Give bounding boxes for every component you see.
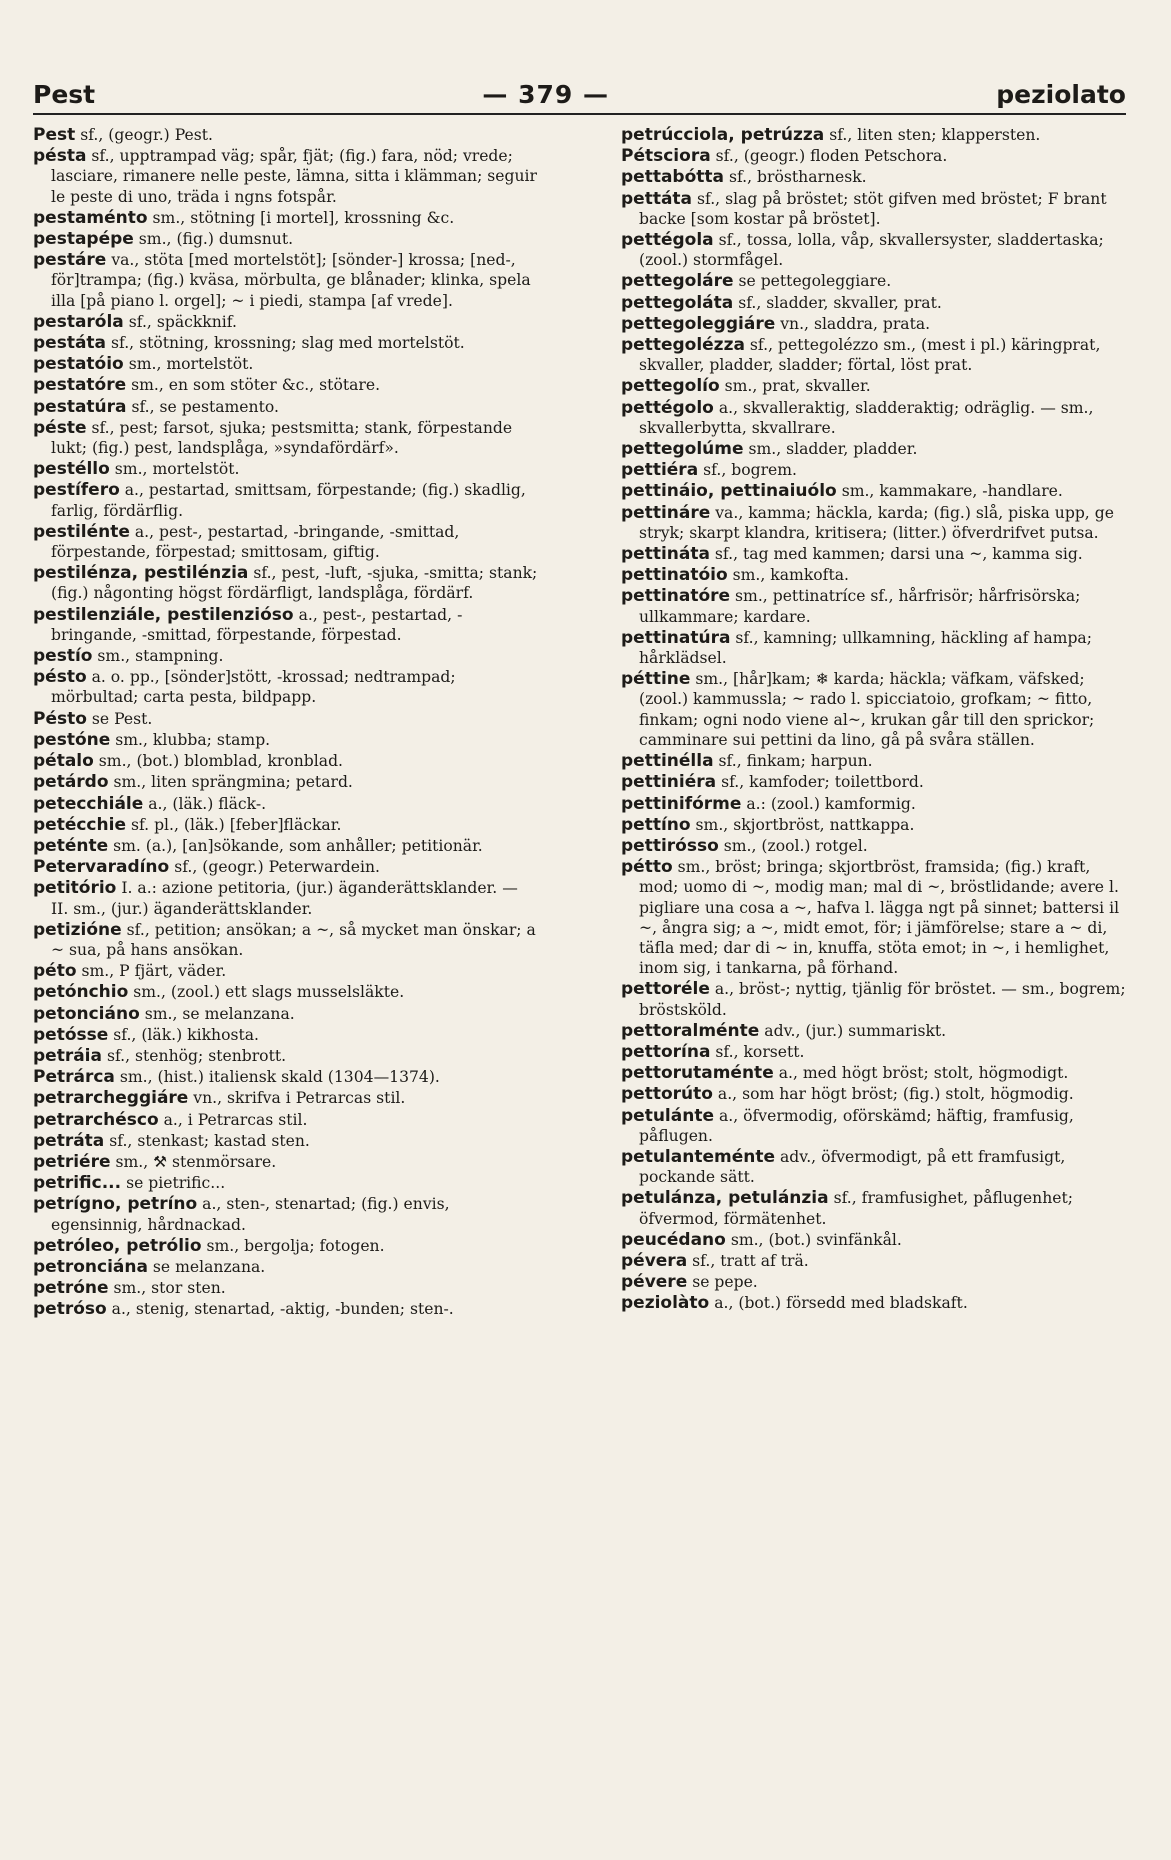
definition: sm., stötning [i mortel], krossning &c.: [152, 208, 455, 227]
dictionary-entry: [621, 815, 1126, 835]
headword: pettinatóre: [621, 586, 731, 607]
headword: pettegoleggiáre: [621, 313, 776, 334]
headword: pettiéra: [621, 460, 699, 481]
left-column: [33, 125, 538, 1321]
definition: sm., mortelstöt.: [128, 355, 254, 374]
definition: va., stöta [med mortelstöt]; [sönder-] krossa; [ned-, för]trampa; (fig.) kväsa, mörbulta, ge blånader; klinka, spela illa [på piano l. orgel]; ~ i piedi, stampa [af vrede].: [51, 251, 531, 310]
definition: sm., se melanzana.: [144, 1004, 295, 1023]
definition: I. a.: azione petitoria, (jur.) äganderättsklander. — II. sm., (jur.) äganderättsklander.: [51, 879, 518, 918]
headword: pettirósso: [621, 835, 719, 856]
definition: sm., (bot.) svinfänkål.: [730, 1230, 902, 1249]
headword: pettégolo: [621, 397, 714, 418]
dictionary-entry: [621, 481, 1126, 501]
dictionary-entry: [621, 1021, 1126, 1041]
dictionary-entry: [33, 709, 538, 729]
headword: pettináta: [621, 544, 710, 565]
dictionary-entry: [621, 1147, 1126, 1187]
dictionary-entry: [33, 920, 538, 960]
definition: se pettegoleggiare.: [738, 272, 892, 291]
definition: sf., späckknif.: [128, 312, 237, 331]
dictionary-entry: [33, 815, 538, 835]
definition: sm., bergolja; fotogen.: [206, 1236, 385, 1255]
header-right-word: peziolato: [996, 80, 1126, 109]
headword: petrific...: [33, 1173, 122, 1194]
definition: sm., en som stöter &c., stötare.: [131, 376, 381, 395]
definition: sf., tratt af trä.: [692, 1251, 809, 1270]
definition: sf., pest; farsot, sjuka; pestsmitta; stank, förpestande lukt; (fig.) pest, landsplåga, »syndafördärf».: [51, 418, 513, 458]
dictionary-entry: [33, 836, 538, 856]
definition: sf., upptrampad väg; spår, fjät; (fig.) fara, nöd; vrede; lasciare, rimanere nelle peste, lämna, sitta i klämman; seguir le peste di uno, träda i ngns fotspår.: [51, 147, 537, 206]
headword: pettinifórme: [621, 793, 742, 814]
dictionary-entry: [33, 522, 538, 562]
definition: sf., framfusighet, påflugenhet; öfvermod, förmätenhet.: [639, 1189, 1073, 1228]
definition: se melanzana.: [152, 1257, 266, 1276]
dictionary-entry: [621, 1272, 1126, 1292]
definition: sf., pettegolézzo sm., (mest i pl.) käringprat, skvaller, pladder, sladder; förtal, löst prat.: [639, 336, 1101, 375]
definition: sf., kamning; ullkamning, häckling af hampa; hårklädsel.: [639, 628, 1092, 668]
headword: petriére: [33, 1151, 111, 1172]
headword: pévera: [621, 1250, 688, 1271]
headword: pettorína: [621, 1041, 711, 1062]
dictionary-entry: [621, 1063, 1126, 1083]
headword: Petervaradíno: [33, 857, 170, 878]
dictionary-entry: [621, 1188, 1126, 1228]
dictionary-entry: [621, 460, 1126, 480]
dictionary-entry: [33, 1110, 538, 1130]
dictionary-entry: [33, 563, 538, 603]
dictionary-entry: [33, 480, 538, 520]
definition: sm., [hår]kam; ❄ karda; häckla; väfkam, väfsked; (zool.) kammussla; ~ rado l. spicciatoio, grofkam; ~ fitto, finkam; ogni nodo viene al~, krukan går till den sprickor; camminare sui pettini da lino, gå på svåra ställen.: [639, 670, 1095, 749]
dictionary-entry: [33, 751, 538, 771]
definition: sf., sladder, skvaller, prat.: [738, 293, 942, 312]
dictionary-entry: [621, 772, 1126, 792]
definition: adv., öfvermodigt, på ett framfusigt, pockande sätt.: [639, 1147, 1066, 1187]
header-rule: [33, 113, 1126, 115]
dictionary-entry: [621, 146, 1126, 166]
page-number: — 379 —: [482, 80, 609, 109]
dictionary-entry: [33, 1152, 538, 1172]
headword: petrígno, petríno: [33, 1194, 198, 1215]
dictionary-entry: [33, 1067, 538, 1087]
dictionary-entry: [33, 605, 538, 645]
dictionary-entry: [33, 250, 538, 311]
headword: pestilénte: [33, 521, 130, 542]
definition: sm., kamkofta.: [732, 566, 849, 585]
definition: a., stenig, stenartad, -aktig, -bunden; sten-.: [111, 1300, 454, 1319]
headword: Pest: [33, 125, 76, 145]
dictionary-entry: [621, 230, 1126, 270]
headword: petizióne: [33, 919, 122, 940]
headword: pestáre: [33, 250, 107, 271]
dictionary-entry: [621, 1084, 1126, 1104]
dictionary-entry: [621, 376, 1126, 396]
dictionary-entry: [621, 751, 1126, 771]
headword: pettabótta: [621, 167, 724, 188]
dictionary-entry: [621, 335, 1126, 375]
headword: pettorúto: [621, 1084, 713, 1105]
headword: petulánza, petulánzia: [621, 1188, 829, 1209]
headword: pettegolío: [621, 376, 720, 397]
headword: pettegolézza: [621, 335, 745, 356]
dictionary-entry: [33, 418, 538, 458]
definition: sf., pest, -luft, -sjuka, -smitta; stank; (fig.) någonting högst fördärfligt, landsplåga, fördärf.: [51, 564, 538, 603]
definition: sm., prat, skvaller.: [724, 377, 871, 396]
headword: pestífero: [33, 480, 120, 501]
dictionary-entry: [621, 544, 1126, 564]
dictionary-entry: [33, 1278, 538, 1298]
headword: pettegoláre: [621, 271, 734, 292]
headword: petrarchésco: [33, 1109, 159, 1130]
definition: a. o. pp., [sönder]stött, -krossad; nedtrampad; mörbultad; carta pesta, bildpapp.: [51, 668, 456, 707]
right-column: [621, 125, 1126, 1321]
definition: sf., tossa, lolla, våp, skvallersyster, sladdertaska; (zool.) stormfågel.: [639, 231, 1104, 270]
dictionary-entry: [33, 125, 538, 145]
definition: sm., stampning.: [97, 647, 224, 666]
headword: petecchiále: [33, 793, 144, 814]
headword: pétalo: [33, 751, 94, 772]
dictionary-entry: [33, 1131, 538, 1151]
definition: sf., (geogr.) floden Petschora.: [715, 147, 948, 166]
dictionary-entry: [621, 189, 1126, 229]
definition: sm. (a.), [an]sökande, som anhåller; petitionär.: [113, 836, 483, 855]
headword: petróso: [33, 1299, 107, 1320]
headword: pestatóre: [33, 375, 127, 396]
headword: pettíno: [621, 814, 691, 835]
dictionary-entry: [33, 1025, 538, 1045]
definition: a., sten-, stenartad; (fig.) envis, egensinnig, hårdnackad.: [51, 1195, 450, 1234]
dictionary-entry: [33, 375, 538, 395]
definition: a., öfvermodig, oförskämd; häftig, framfusig, påflugen.: [639, 1106, 1074, 1145]
headword: petronciána: [33, 1256, 148, 1277]
dictionary-entry: [33, 1194, 538, 1234]
headword: péttine: [621, 669, 691, 690]
definition: sf., se pestamento.: [131, 397, 279, 416]
dictionary-entry: [33, 857, 538, 877]
columns: [33, 125, 1126, 1321]
definition: a., bröst-; nyttig, tjänlig för bröstet. — sm., bogrem; bröstsköld.: [639, 980, 1126, 1019]
definition: sm., (bot.) blomblad, kronblad.: [98, 752, 344, 771]
definition: a., skvalleraktig, sladderaktig; odräglig. — sm., skvallerbytta, skvallrare.: [639, 398, 1094, 437]
definition: sf., bogrem.: [703, 461, 798, 480]
definition: sm., skjortbröst, nattkappa.: [695, 815, 915, 834]
definition: sm., stor sten.: [113, 1279, 226, 1298]
definition: sm., (zool.) rotgel.: [723, 836, 868, 855]
headword: peténte: [33, 835, 109, 856]
dictionary-entry: [621, 794, 1126, 814]
definition: sm., P fjärt, väder.: [81, 962, 227, 981]
definition: sm., mortelstöt.: [114, 460, 240, 479]
headword: petitório: [33, 878, 117, 899]
definition: a., i Petrarcas stil.: [163, 1110, 308, 1129]
definition: a., pestartad, smittsam, förpestande; (fig.) skadlig, farlig, fördärflig.: [51, 481, 526, 520]
headword: pettégola: [621, 230, 714, 251]
headword: pésto: [33, 667, 87, 688]
headword: petróne: [33, 1278, 109, 1299]
headword: pettinatóio: [621, 565, 728, 586]
definition: vn., skrifva i Petrarcas stil.: [193, 1089, 406, 1108]
definition: adv., (jur.) summariskt.: [764, 1021, 947, 1040]
dictionary-entry: [33, 229, 538, 249]
headword: pettinélla: [621, 751, 714, 772]
headword: petonciáno: [33, 1003, 140, 1024]
dictionary-entry: [621, 439, 1126, 459]
dictionary-entry: [33, 646, 538, 666]
headword: petrarcheggiáre: [33, 1088, 189, 1109]
definition: sm., liten sprängmina; petard.: [113, 773, 353, 792]
dictionary-entry: [33, 312, 538, 332]
definition: sf., petition; ansökan; a ~, så mycket man önskar; a ~ sua, på hans ansökan.: [51, 920, 536, 959]
definition: sf., korsett.: [715, 1042, 805, 1061]
dictionary-entry: [33, 878, 538, 918]
dictionary-entry: [621, 1293, 1126, 1313]
definition: sf., liten sten; klappersten.: [829, 126, 1041, 144]
dictionary-entry: [33, 772, 538, 792]
headword: petulánte: [621, 1105, 714, 1126]
dictionary-entry: [621, 271, 1126, 291]
dictionary-entry: [33, 794, 538, 814]
headword: Pétsciora: [621, 146, 711, 167]
definition: sm., bröst; bringa; skjortbröst, framsida; (fig.) kraft, mod; uomo di ~, modig man; mal di ~, bröstlidande; avere l. pigliare una cosa a ~, hafva l. lägga ngt på sinnet; battersi il ~, ångra sig; a ~, midt emot, för; i jämförelse; stare a ~ di, täfla med; dar di ~ in, knuffa, stöta emot; in ~, i hemlighet, inom sig, i tankarna, på förhand.: [639, 858, 1120, 978]
definition: a.: (zool.) kamformig.: [746, 794, 916, 813]
definition: sf., bröstharnesk.: [728, 168, 867, 187]
headword: péto: [33, 961, 77, 982]
headword: pésta: [33, 146, 87, 167]
headword: pestío: [33, 646, 93, 667]
definition: sm., ⚒ stenmörsare.: [115, 1152, 277, 1171]
dictionary-entry: [33, 961, 538, 981]
definition: sf., slag på bröstet; stöt gifven med bröstet; F brant backe [som kostar på bröstet].: [639, 189, 1107, 228]
dictionary-entry: [33, 208, 538, 228]
dictionary-entry: [33, 667, 538, 707]
headword: pettináre: [621, 502, 711, 523]
dictionary-entry: [621, 979, 1126, 1019]
headword: pettinatúra: [621, 627, 731, 648]
definition: sf., (geogr.) Pest.: [80, 126, 213, 144]
headword: petráta: [33, 1130, 105, 1151]
dictionary-entry: [621, 1251, 1126, 1271]
dictionary-entry: [33, 1046, 538, 1066]
dictionary-entry: [33, 1004, 538, 1024]
headword: Pésto: [33, 708, 87, 729]
dictionary-entry: [621, 293, 1126, 313]
definition: a., pest-, pestartad, -bringande, -smittad, förpestande, förpestad.: [51, 605, 463, 644]
headword: petráia: [33, 1045, 102, 1066]
definition: sm., (hist.) italiensk skald (1304—1374).: [119, 1068, 440, 1087]
dictionary-entry: [621, 167, 1126, 187]
headword: pétto: [621, 857, 673, 878]
dictionary-entry: [33, 982, 538, 1002]
dictionary-entry: [33, 333, 538, 353]
dictionary-entry: [621, 565, 1126, 585]
dictionary-entry: [621, 1230, 1126, 1250]
dictionary-entry: [33, 1088, 538, 1108]
headword: pestaróla: [33, 311, 124, 332]
headword: pestilénza, pestilénzia: [33, 563, 249, 584]
headword: peziolàto: [621, 1293, 710, 1314]
definition: a., (bot.) försedd med bladskaft.: [714, 1294, 968, 1313]
dictionary-entry: [621, 398, 1126, 438]
header-left-word: Pest: [33, 80, 96, 109]
headword: pestóne: [33, 729, 111, 750]
headword: petónchio: [33, 982, 129, 1003]
dictionary-entry: [621, 1106, 1126, 1146]
definition: sm., pettinatríce sf., hårfrisör; hårfrisörska; ullkammare; kardare.: [639, 587, 1081, 626]
dictionary-entry: [621, 628, 1126, 668]
dictionary-entry: [33, 1257, 538, 1277]
definition: sm., (zool.) ett slags musselsläkte.: [133, 983, 405, 1002]
definition: se Pest.: [91, 709, 153, 728]
definition: va., kamma; häckla, karda; (fig.) slå, piska upp, ge stryk; skarpt klandra, kritisera; (litter.) öfverdrifvet putsa.: [639, 503, 1114, 542]
dictionary-entry: [33, 397, 538, 417]
headword: Petrárca: [33, 1067, 115, 1088]
headword: pestéllo: [33, 459, 110, 480]
dictionary-entry: [621, 314, 1126, 334]
definition: a., som har högt bröst; (fig.) stolt, högmodig.: [717, 1085, 1074, 1104]
definition: sm., sladder, pladder.: [748, 440, 918, 459]
dictionary-entry: [621, 836, 1126, 856]
headword: pettegolúme: [621, 439, 744, 460]
dictionary-entry: [621, 125, 1126, 145]
dictionary-entry: [33, 146, 538, 207]
definition: a., (läk.) fläck-.: [148, 794, 267, 813]
dictionary-entry: [621, 503, 1126, 543]
headword: pestilenziále, pestilenzióso: [33, 604, 294, 625]
dictionary-entry: [621, 586, 1126, 626]
headword: pestaménto: [33, 207, 148, 228]
headword: peucédano: [621, 1229, 726, 1250]
definition: sf., stenhög; stenbrott.: [106, 1046, 287, 1065]
definition: a., med högt bröst; stolt, högmodigt.: [778, 1064, 1069, 1083]
dictionary-entry: [621, 1042, 1126, 1062]
headword: pestáta: [33, 333, 107, 354]
dictionary-entry: [621, 857, 1126, 978]
headword: petulanteménte: [621, 1146, 775, 1167]
definition: sf., (geogr.) Peterwardein.: [174, 858, 380, 877]
headword: petróleo, petrólio: [33, 1235, 202, 1256]
definition: sf., (läk.) kikhosta.: [113, 1025, 259, 1044]
definition: sf., finkam; harpun.: [718, 752, 873, 771]
headword: pestapépe: [33, 229, 134, 250]
headword: petrúcciola, petrúzza: [621, 125, 825, 145]
definition: se pepe.: [692, 1273, 758, 1292]
headword: pettáta: [621, 188, 693, 209]
dictionary-entry: [33, 1236, 538, 1256]
headword: pettoréle: [621, 979, 710, 1000]
headword: pestatúra: [33, 396, 127, 417]
dictionary-entry: [621, 669, 1126, 750]
definition: a., pest-, pestartad, -bringande, -smittad, förpestande, förpestad; smittosam, giftig.: [51, 522, 460, 562]
headword: pettoralménte: [621, 1020, 760, 1041]
headword: pévere: [621, 1272, 688, 1293]
headword: pestatóio: [33, 354, 124, 375]
headword: pettorutaménte: [621, 1063, 774, 1084]
dictionary-entry: [33, 1299, 538, 1319]
definition: se pietrific...: [126, 1174, 226, 1193]
headword: petárdo: [33, 772, 109, 793]
definition: sm., (fig.) dumsnut.: [138, 230, 294, 249]
definition: vn., sladdra, prata.: [780, 314, 931, 333]
headword: pettiniéra: [621, 772, 717, 793]
dictionary-entry: [33, 1173, 538, 1193]
definition: sm., klubba; stamp.: [115, 730, 271, 749]
headword: petécchie: [33, 814, 126, 835]
headword: pettináio, pettinaiuólo: [621, 481, 837, 502]
headword: petósse: [33, 1024, 109, 1045]
definition: sf., tag med kammen; darsi una ~, kamma sig.: [714, 545, 1083, 564]
definition: sm., kammakare, -handlare.: [841, 482, 1063, 501]
dictionary-entry: [33, 730, 538, 750]
running-header: [33, 80, 1126, 109]
dictionary-entry: [33, 459, 538, 479]
definition: sf., stenkast; kastad sten.: [109, 1131, 310, 1150]
headword: pettegoláta: [621, 292, 734, 313]
definition: sf., stötning, krossning; slag med mortelstöt.: [110, 334, 465, 353]
definition: sf., kamfoder; toilettbord.: [721, 773, 924, 792]
definition: sf. pl., (läk.) [feber]fläckar.: [130, 815, 342, 834]
dictionary-entry: [33, 354, 538, 374]
headword: péste: [33, 417, 87, 438]
